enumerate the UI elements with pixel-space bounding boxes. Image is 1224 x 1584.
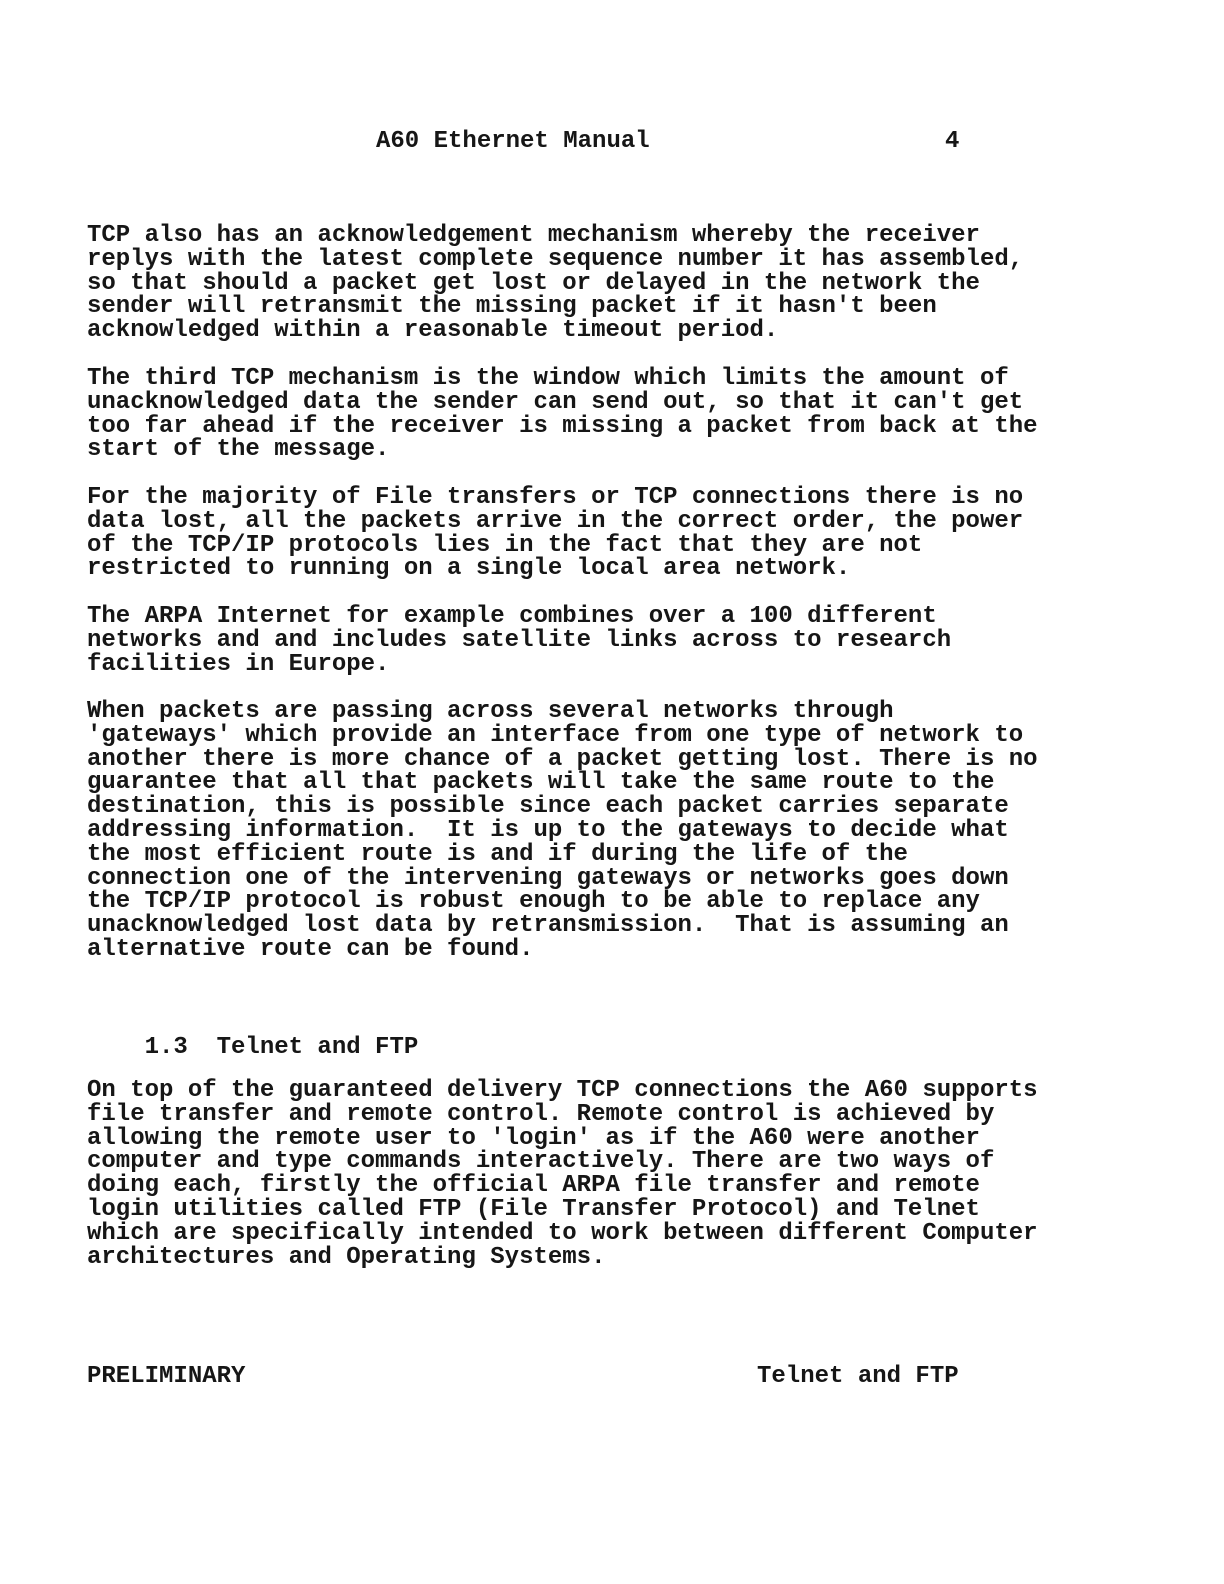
- section-number: 1.3: [144, 1034, 188, 1061]
- paragraph-arpa-internet: The ARPA Internet for example combines over a 100 different networks and and includes satellite links across to research facilities in Europe.: [87, 603, 952, 678]
- footer-status: PRELIMINARY: [87, 1363, 246, 1390]
- paragraph-telnet-ftp: On top of the guaranteed delivery TCP connections the A60 supports file transfer and remote control. Remote control is achieved by allowing the remote user to 'login' as if the A60 were another computer and type commands interactively. There are two ways of doing each, firstly the official ARPA file transfer and remote login utilities called FTP (File Transfer Protocol) and Telnet which are specifically intended to work between different Computer architectures and Operating Systems.: [87, 1077, 1038, 1271]
- page-header-title: A60 Ethernet Manual: [376, 128, 650, 155]
- paragraph-file-transfers: For the majority of File transfers or TCP connections there is no data lost, all the packets arrive in the correct order, the power of the TCP/IP protocols lies in the fact that they are not restricted to running on a single local area network.: [87, 484, 1024, 583]
- paragraph-gateways: When packets are passing across several networks through 'gateways' which provide an interface from one type of network to another there is more chance of a packet getting lost. There is no guarantee that all that packets will take the same route to the destination, this is possible since each packet carries separate addressing information. It is up to the gateways to decide what the most efficient route is and if during the life of the connection one of the intervening gateways or networks goes down the TCP/IP protocol is robust enough to be able to replace any unacknowledged lost data by retransmission. That is assuming an alternative route can be found.: [87, 698, 1038, 963]
- section-title: Telnet and FTP: [216, 1034, 419, 1061]
- paragraph-acknowledgement: TCP also has an acknowledgement mechanism whereby the receiver replys with the latest complete sequence number it has assembled, so that should a packet get lost or delayed in the network the sender will retransmit the missing packet if it hasn't been acknowledged within a reasonable timeout period.: [87, 222, 1024, 345]
- paragraph-window: The third TCP mechanism is the window which limits the amount of unacknowledged data the sender can send out, so that it can't get too far ahead if the receiver is missing a packet from back at the start of the message.: [87, 365, 1038, 464]
- section-heading: [87, 1007, 418, 1088]
- page-number: 4: [945, 128, 960, 155]
- footer-section-title: Telnet and FTP: [757, 1363, 959, 1390]
